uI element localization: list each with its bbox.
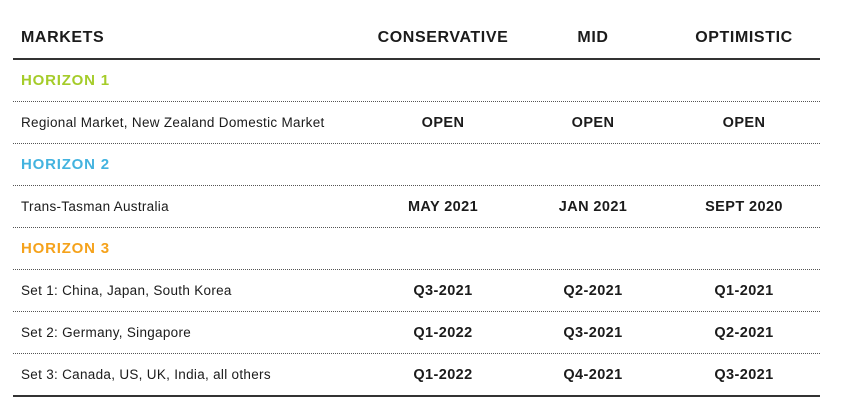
optimistic-value: SEPT 2020	[705, 198, 783, 215]
optimistic-value: Q2-2021	[714, 324, 774, 341]
header-markets: MARKETS	[21, 29, 105, 46]
mid-value: JAN 2021	[558, 198, 628, 215]
market-name: Set 3: Canada, US, UK, India, all others	[21, 367, 271, 382]
conservative-value: Q1-2022	[413, 366, 473, 383]
mid-value: Q3-2021	[563, 324, 623, 341]
market-name: Trans-Tasman Australia	[21, 199, 169, 214]
optimistic-value: Q3-2021	[714, 366, 774, 383]
market-name: Regional Market, New Zealand Domestic Market	[21, 115, 325, 130]
mid-value: Q4-2021	[563, 366, 623, 383]
market-timeline-table	[13, 0, 820, 397]
optimistic-value: OPEN	[722, 114, 766, 131]
horizon-row	[13, 228, 820, 270]
mid-value: OPEN	[571, 114, 615, 131]
table-row	[13, 270, 820, 312]
table-row	[13, 354, 820, 397]
optimistic-value: Q1-2021	[714, 282, 774, 299]
conservative-value: OPEN	[421, 114, 465, 131]
horizon-2-label: HORIZON 2	[21, 156, 110, 173]
horizon-row	[13, 60, 820, 102]
table-row	[13, 312, 820, 354]
mid-value: Q2-2021	[563, 282, 623, 299]
conservative-value: Q1-2022	[413, 324, 473, 341]
market-name: Set 1: China, Japan, South Korea	[21, 283, 232, 298]
header-optimistic: OPTIMISTIC	[695, 29, 793, 46]
conservative-value: MAY 2021	[407, 198, 479, 215]
header-conservative: CONSERVATIVE	[377, 29, 509, 46]
horizon-row	[13, 144, 820, 186]
table-row	[13, 186, 820, 228]
table-row	[13, 102, 820, 144]
table-header	[13, 0, 820, 60]
market-name: Set 2: Germany, Singapore	[21, 325, 192, 340]
header-mid: MID	[577, 29, 609, 46]
conservative-value: Q3-2021	[413, 282, 473, 299]
horizon-3-label: HORIZON 3	[21, 240, 110, 257]
horizon-1-label: HORIZON 1	[21, 72, 110, 89]
